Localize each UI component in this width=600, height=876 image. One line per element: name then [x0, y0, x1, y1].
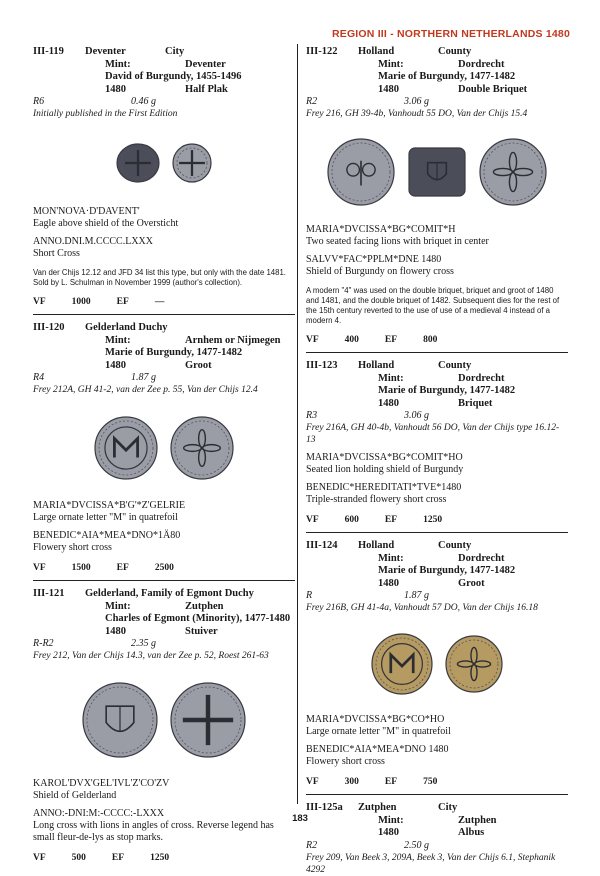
- entry-line: [85, 322, 295, 335]
- obverse-description: Two seated facing lions with briquet in center: [306, 236, 489, 247]
- entry-line-label: Deventer: [85, 46, 126, 57]
- entry-line: [358, 59, 568, 72]
- reverse-legend: SALVV*FAC*PPLM*DNE 1480: [306, 254, 442, 265]
- grade-values: [306, 776, 568, 788]
- rarity: R: [306, 590, 313, 601]
- entry-line: [358, 373, 568, 386]
- coin-reverse-image: [170, 682, 246, 758]
- grade-price: —: [154, 297, 165, 307]
- entry-line: [85, 335, 295, 348]
- grade-price: 1500: [71, 563, 91, 573]
- entry-line-label: Mint:: [378, 814, 404, 826]
- coin-obverse-image: [94, 416, 158, 480]
- entry-line-value: Half Plak: [185, 83, 228, 95]
- entry-line: [358, 827, 568, 840]
- grade-price: 1250: [423, 515, 443, 525]
- coin-detail-image: [407, 146, 467, 198]
- weight: 3.06 g: [404, 96, 429, 107]
- rarity-weight: [33, 372, 295, 384]
- entry-line-value: Briquet: [458, 397, 493, 409]
- entry-header: [306, 360, 568, 410]
- references: Frey 216B, GH 41-4a, Vanhoudt 57 DO, Van der Chijs 16.18: [306, 603, 538, 613]
- entry-line-value: Stuiver: [185, 625, 218, 637]
- coin-reverse-image: [479, 138, 547, 206]
- entry-line-label: Holland: [358, 46, 395, 57]
- entry-separator: [306, 794, 568, 795]
- grade-price: 400: [344, 335, 359, 345]
- entry-separator: [33, 580, 295, 581]
- entry-line-value: Groot: [185, 359, 212, 371]
- entry-line-value: Dordrecht: [458, 552, 505, 564]
- reverse-legend: BENEDIC*AIA*MEA*DNO*1Ä80: [33, 530, 181, 541]
- entry-line-text: David of Burgundy, 1455-1496: [105, 71, 242, 82]
- rarity-weight: [33, 96, 295, 108]
- entry-line-label: Mint:: [105, 334, 131, 346]
- entry-line: [358, 565, 568, 578]
- coin-obverse-image: [371, 633, 433, 695]
- entry-separator: [306, 352, 568, 353]
- entry-line-value: Zutphen: [458, 814, 497, 826]
- grade-label: VF: [306, 335, 319, 345]
- entry-line-text: Charles of Egmont (Minority), 1477-1480: [105, 613, 291, 624]
- grade-price: 600: [344, 515, 359, 525]
- entry-line: [358, 84, 568, 97]
- entry-line: [358, 46, 568, 59]
- left-column: [33, 46, 295, 864]
- entry-separator: [33, 314, 295, 315]
- weight: 1.87 g: [404, 590, 429, 601]
- entry-line-text: Marie of Burgundy, 1477-1482: [378, 385, 516, 396]
- entry-line-text: Marie of Burgundy, 1477-1482: [378, 71, 516, 82]
- entry-line: [85, 84, 295, 97]
- entry-line-label: 1480: [105, 625, 126, 637]
- catalog-number: III-122: [306, 46, 338, 57]
- grade-label: EF: [384, 335, 398, 345]
- coin-images: [306, 126, 568, 218]
- catalog-number: III-125a: [306, 802, 343, 813]
- catalog-number: III-119: [33, 46, 64, 57]
- catalog-number: III-120: [33, 322, 65, 333]
- entry-line-label: Mint:: [378, 58, 404, 70]
- reverse-legend: BENEDIC*AIA*MEA*DNO 1480: [306, 744, 449, 755]
- entry-line-value: Arnhem or Nijmegen: [185, 334, 281, 346]
- entry-line-value: Albus: [458, 827, 485, 838]
- grade-label: VF: [33, 297, 46, 307]
- weight: 3.06 g: [404, 410, 429, 421]
- entry-line: [85, 601, 295, 614]
- reverse-description: Flowery short cross: [33, 542, 112, 553]
- references: Frey 209, Van Beek 3, 209A, Beek 3, Van der Chijs 6.1, Stephanik 4292: [306, 852, 556, 875]
- entry-header: [33, 46, 295, 96]
- weight: 2.35 g: [131, 638, 156, 649]
- grade-label: VF: [33, 563, 46, 573]
- coin-reverse-image: [172, 143, 212, 183]
- coin-obverse-image: [82, 682, 158, 758]
- entry-line: [358, 398, 568, 411]
- obverse-legend: MARIA*DVCISSA*BG*COMIT*HO: [306, 452, 463, 463]
- entry-line: [85, 588, 295, 601]
- entry-line-value: City: [165, 46, 185, 57]
- entry-line-value: Zutphen: [185, 600, 224, 612]
- entry-line-label: Zutphen: [358, 802, 397, 813]
- coin-obverse-image: [327, 138, 395, 206]
- coin-reverse-image: [170, 416, 234, 480]
- obverse-legend: MARIA*DVCISSA*BG*COMIT*H: [306, 224, 456, 235]
- reverse-description: Short Cross: [33, 248, 80, 259]
- grade-price: 300: [344, 777, 359, 787]
- entry-line: [358, 540, 568, 553]
- entry-separator: [306, 532, 568, 533]
- obverse-description: Large ornate letter "M" in quatrefoil: [306, 726, 451, 737]
- grade-label: EF: [116, 297, 129, 307]
- entry-line-value: Dordrecht: [458, 372, 505, 384]
- catalog-entry: [33, 46, 295, 308]
- entry-header: [306, 46, 568, 96]
- coin-images: [306, 620, 568, 708]
- entry-line-label: 1480: [378, 83, 399, 95]
- entry-line-text: Marie of Burgundy, 1477-1482: [105, 347, 243, 358]
- entry-header: [33, 322, 295, 372]
- entry-line-label: 1480: [378, 577, 399, 589]
- references: Frey 212A, GH 41-2, van der Zee p. 55, Van der Chijs 12.4: [33, 385, 258, 395]
- entry-line-label: Mint:: [378, 552, 404, 564]
- catalog-entry: [306, 540, 568, 788]
- grade-values: [306, 334, 568, 346]
- grade-price: 1000: [71, 297, 91, 307]
- obverse-description: Shield of Gelderland: [33, 790, 117, 801]
- entry-line: [85, 626, 295, 639]
- obverse-legend: MARIA*DVCISSA*B'G'*Z'GELRIE: [33, 500, 186, 511]
- rarity-weight: [306, 410, 568, 422]
- entry-line-value: County: [438, 360, 472, 371]
- rarity: R3: [306, 410, 318, 421]
- entry-line-label: Mint:: [105, 58, 131, 70]
- obverse-legend: MARIA*DVCISSA*BG*CO*HO: [306, 714, 445, 725]
- entry-line: [85, 71, 295, 84]
- references: Frey 216A, GH 40-4b, Vanhoudt 56 DO, Van der Chijs type 16.12-13: [306, 423, 560, 445]
- grade-label: VF: [306, 515, 319, 525]
- rarity-weight: [306, 840, 568, 852]
- catalog-entry: [33, 322, 295, 574]
- grade-values: [33, 296, 295, 308]
- weight: 0.46 g: [131, 96, 156, 107]
- grade-values: [33, 562, 295, 574]
- entry-header: [33, 588, 295, 638]
- grade-label: VF: [306, 777, 319, 787]
- entry-line-label: Holland: [358, 360, 395, 371]
- coin-reverse-image: [445, 635, 503, 693]
- catalog-entry: [306, 46, 568, 346]
- coin-images: [33, 126, 295, 200]
- entry-line-value: Double Briquet: [458, 83, 528, 95]
- entry-line: [85, 347, 295, 360]
- entry-line-label: 1480: [105, 359, 126, 371]
- entry-line-label: Mint:: [378, 372, 404, 384]
- grade-label: EF: [384, 515, 398, 525]
- obverse-description: Seated lion holding shield of Burgundy: [306, 464, 464, 475]
- entry-line-label: 1480: [378, 827, 399, 838]
- catalog-number: III-123: [306, 360, 338, 371]
- entry-line-value: Dordrecht: [458, 58, 505, 70]
- entry-line-text: Gelderland, Family of Egmont Duchy: [85, 588, 254, 599]
- reverse-description: Triple-stranded flowery short cross: [306, 494, 447, 505]
- weight: 1.87 g: [131, 372, 156, 383]
- rarity-weight: [306, 96, 568, 108]
- entry-line-label: 1480: [378, 397, 399, 409]
- entry-note: Van der Chijs 12.12 and JFD 34 list this type, but only with the date 1481. Sold by L. Schulman in November 1999 (author's collection).: [33, 268, 286, 287]
- obverse-legend: MON'NOVA·D'DAVENT': [33, 206, 140, 217]
- entry-line: [358, 553, 568, 566]
- reverse-description: Long cross with lions in angles of cross. Reverse legend has small fleur-de-lys as stop marks.: [33, 820, 274, 843]
- references: Initially published in the First Edition: [33, 109, 178, 119]
- entry-line: [358, 385, 568, 398]
- rarity: R2: [306, 839, 318, 851]
- rarity: R6: [33, 96, 45, 107]
- catalog-number: III-124: [306, 540, 338, 551]
- coin-images: [33, 668, 295, 772]
- entry-line-value: Groot: [458, 577, 485, 589]
- coin-obverse-image: [116, 143, 160, 183]
- reverse-legend: BENEDIC*HEREDITATI*TVE*1480: [306, 482, 462, 493]
- page-number: 183: [292, 813, 308, 824]
- entry-header: [306, 540, 568, 590]
- catalog-entry: [306, 360, 568, 526]
- weight: 2.50 g: [404, 839, 429, 851]
- grade-price: 500: [71, 853, 86, 863]
- obverse-legend: KAROL'DVX'GEL'IVL'Z'CO'ZV: [33, 778, 170, 789]
- entry-line: [85, 613, 295, 626]
- reverse-legend: ANNO:-DNI:M:-CCCC:-LXXX: [33, 808, 165, 819]
- entry-line-value: City: [438, 802, 458, 813]
- reverse-legend: ANNO.DNI.M.CCCC.LXXX: [33, 236, 154, 247]
- entry-line: [358, 360, 568, 373]
- references: Frey 216, GH 39-4b, Vanhoudt 55 DO, Van der Chijs 15.4: [306, 109, 528, 119]
- catalog-number: III-121: [33, 588, 65, 599]
- entry-note: A modern "4" was used on the double briquet, briquet and groot of 1480 and 1481, and the double briquet of 1482. Subsequent dies for the rest of the 15th century reverted to the use of use of a medieval 4 instead of a modern 4.: [306, 286, 560, 325]
- running-header: REGION III - NORTHERN NETHERLANDS 1480: [331, 28, 570, 40]
- rarity-weight: [33, 638, 295, 650]
- grade-label: VF: [33, 853, 46, 863]
- grade-label: EF: [111, 853, 125, 863]
- entry-line: [85, 59, 295, 72]
- entry-line-value: County: [438, 46, 472, 57]
- rarity: R2: [306, 96, 318, 107]
- obverse-description: Large ornate letter "M" in quatrefoil: [33, 512, 178, 523]
- rarity: R4: [33, 372, 45, 383]
- entry-line-label: 1480: [105, 83, 126, 95]
- grade-price: 800: [423, 335, 438, 345]
- obverse-description: Eagle above shield of the Oversticht: [33, 218, 179, 229]
- grade-label: EF: [384, 777, 398, 787]
- entry-line: [358, 71, 568, 84]
- right-column: [306, 46, 568, 876]
- entry-line-label: Holland: [358, 540, 395, 551]
- entry-line-value: County: [438, 540, 472, 551]
- column-divider: [297, 44, 298, 804]
- entry-line: [358, 578, 568, 591]
- coin-images: [33, 402, 295, 494]
- rarity: R-R2: [33, 638, 54, 649]
- grade-values: [33, 852, 295, 864]
- reverse-description: Shield of Burgundy on flowery cross: [306, 266, 454, 277]
- rarity-weight: [306, 590, 568, 602]
- entry-line-label: Mint:: [105, 600, 131, 612]
- grade-price: 750: [423, 777, 438, 787]
- reverse-description: Flowery short cross: [306, 756, 385, 767]
- entry-line-text: Marie of Burgundy, 1477-1482: [378, 565, 516, 576]
- entry-line-value: Deventer: [185, 58, 226, 70]
- grade-values: [306, 514, 568, 526]
- grade-label: EF: [116, 563, 129, 573]
- references: Frey 212, Van der Chijs 14.3, van der Zee p. 52, Roest 261-63: [33, 651, 269, 661]
- entry-line: [85, 46, 295, 59]
- grade-price: 2500: [154, 563, 174, 573]
- grade-price: 1250: [150, 853, 170, 863]
- entry-line-text: Gelderland Duchy: [85, 322, 168, 333]
- entry-line: [85, 360, 295, 373]
